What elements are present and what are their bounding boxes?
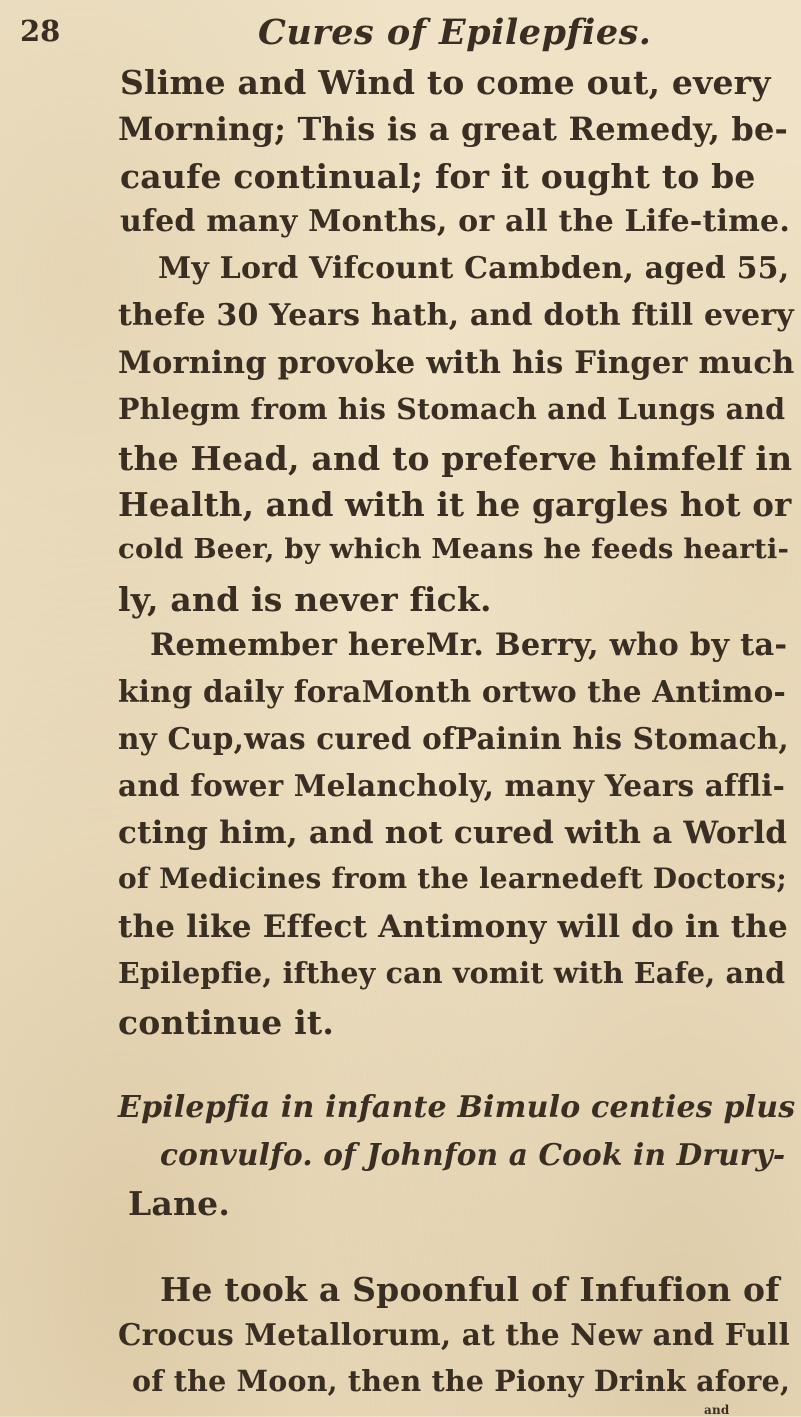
text-line: ny Cup,was cured ofPainin his Stomach, [118, 721, 789, 756]
text-line: Epilepfie, ifthey can vomit with Eafe, and [118, 956, 786, 990]
page-header [0, 8, 801, 56]
text-line: Morning provoke with his Finger much [118, 345, 795, 381]
text-line: continue it. [118, 1003, 335, 1042]
catchword: and [704, 1403, 730, 1417]
text-line: and fower Melancholy, many Years affli- [118, 768, 786, 803]
text-line: ly, and is never fick. [118, 580, 492, 619]
text-line: Morning; This is a great Remedy, be- [118, 110, 789, 148]
text-line: Remember hereMr. Berry, who by ta- [150, 627, 788, 663]
text-line: caufe continual; for it ought to be [120, 157, 756, 196]
text-line: of Medicines from the learnedeft Doctors; [118, 862, 787, 895]
text-line: Crocus Metallorum, at the New and Full [118, 1317, 790, 1352]
text-line: My Lord Vifcount Cambden, aged 55, [158, 251, 790, 286]
text-line: Health, and with it he gargles hot or [118, 485, 792, 524]
text-line: cting him, and not cured with a World [118, 815, 788, 851]
text-line: king daily foraMonth ortwo the Antimo- [118, 674, 786, 709]
text-line: He took a Spoonful of Infufion of [160, 1270, 780, 1309]
heading-line: Epilepfia in infante Bimulo centies plus [118, 1090, 796, 1125]
text-line: the like Effect Antimony will do in the [118, 909, 788, 945]
text-line: Slime and Wind to come out, every [120, 63, 771, 102]
running-head: Cures of Epilepfies. [258, 12, 652, 53]
page-number: 28 [20, 14, 61, 48]
heading-line: convulfo. of Johnfon a Cook in Drury- [160, 1137, 786, 1172]
text-line: thefe 30 Years hath, and doth ftill every [118, 298, 794, 333]
text-line: cold Beer, by which Means he feeds hearti- [118, 533, 790, 565]
text-line: ufed many Months, or all the Life-time. [120, 204, 790, 239]
text-line: the Head, and to preferve himfelf in [118, 439, 793, 478]
text-line: Phlegm from his Stomach and Lungs and [118, 392, 786, 426]
heading-line: Lane. [128, 1184, 231, 1223]
text-line: of the Moon, then the Piony Drink afore, [132, 1364, 791, 1398]
